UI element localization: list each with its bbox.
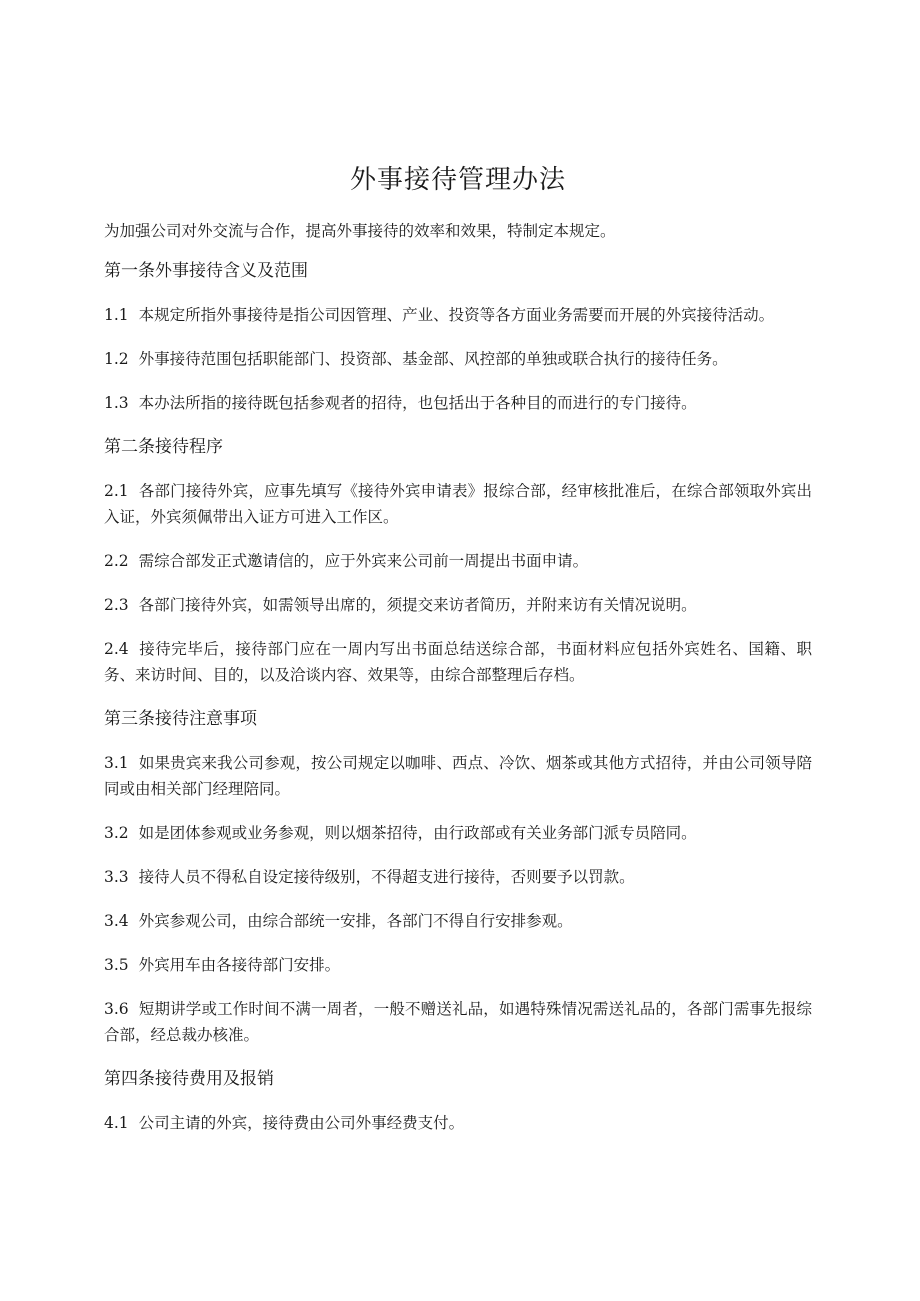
clause-paragraph [104,592,812,618]
section [104,258,812,416]
clause-paragraph [104,636,812,688]
clause-paragraph [104,820,812,846]
sections-container [104,258,812,1136]
section-title: 第二条接待程序 [104,437,223,457]
clause-number: 1.1 [104,306,129,324]
clause-text: 本规定所指外事接待是指公司因管理、产业、投资等各方面业务需要而开展的外宾接待活动。 [138,306,775,324]
clause-number: 2.4 [104,640,129,658]
clause-paragraph [104,996,812,1048]
clause-paragraph [104,346,812,372]
clause-text: 如是团体参观或业务参观，则以烟茶招待，由行政部或有关业务部门派专员陪同。 [138,824,697,842]
clause-number: 3.1 [104,754,129,772]
clause-text: 本办法所指的接待既包括参观者的招待，也包括出于各种目的而进行的专门接待。 [138,394,697,412]
section [104,706,812,1048]
section-title: 第四条接待费用及报销 [104,1069,274,1089]
clause-number: 3.6 [104,1000,129,1018]
section-title: 第一条外事接待含义及范围 [104,261,308,281]
clause-paragraph [104,1110,812,1136]
clause-paragraph [104,864,812,890]
clause-text: 接待人员不得私自设定接待级别，不得超支进行接待，否则要予以罚款。 [138,868,635,886]
section [104,434,812,688]
clause-paragraph [104,952,812,978]
clause-paragraph [104,908,812,934]
clause-number: 3.5 [104,956,129,974]
section [104,1066,812,1136]
clause-number: 3.3 [104,868,129,886]
clause-number: 3.2 [104,824,129,842]
clause-text: 各部门接待外宾，如需领导出席的，须提交来访者简历，并附来访有关情况说明。 [138,596,697,614]
clause-number: 1.3 [104,394,129,412]
clause-text: 需综合部发正式邀请信的，应于外宾来公司前一周提出书面申请。 [138,552,589,570]
clause-text: 各部门接待外宾，应事先填写《接待外宾申请表》报综合部，经审核批准后，在综合部领取外宾出入证，外宾须佩带出入证方可进入工作区。 [104,482,812,526]
clause-paragraph [104,302,812,328]
clause-number: 4.1 [104,1114,129,1132]
clause-text: 外事接待范围包括职能部门、投资部、基金部、风控部的单独或联合执行的接待任务。 [138,350,728,368]
clause-paragraph [104,548,812,574]
clause-number: 2.2 [104,552,129,570]
clause-number: 2.3 [104,596,129,614]
clause-text: 公司主请的外宾，接待费由公司外事经费支付。 [138,1114,465,1132]
clause-paragraph [104,478,812,530]
clause-number: 1.2 [104,350,129,368]
clause-text: 外宾参观公司，由综合部统一安排，各部门不得自行安排参观。 [138,912,573,930]
clause-text: 短期讲学或工作时间不满一周者，一般不赠送礼品，如遇特殊情况需送礼品的，各部门需事先报综合部，经总裁办核准。 [104,1000,812,1044]
clause-text: 如果贵宾来我公司参观，按公司规定以咖啡、西点、冷饮、烟茶或其他方式招待，并由公司领导陪同或由相关部门经理陪同。 [104,754,812,798]
clause-paragraph [104,750,812,802]
clause-number: 2.1 [104,482,129,500]
clause-paragraph [104,390,812,416]
clause-text: 外宾用车由各接待部门安排。 [138,956,341,974]
intro-paragraph: 为加强公司对外交流与合作，提高外事接待的效率和效果，特制定本规定。 [104,222,616,240]
clause-text: 接待完毕后，接待部门应在一周内写出书面总结送综合部，书面材料应包括外宾姓名、国籍、职务、来访时间、目的，以及洽谈内容、效果等，由综合部整理后存档。 [104,640,812,684]
clause-number: 3.4 [104,912,129,930]
document-page [104,162,812,1154]
section-title: 第三条接待注意事项 [104,709,257,729]
document-title: 外事接待管理办法 [349,165,566,195]
